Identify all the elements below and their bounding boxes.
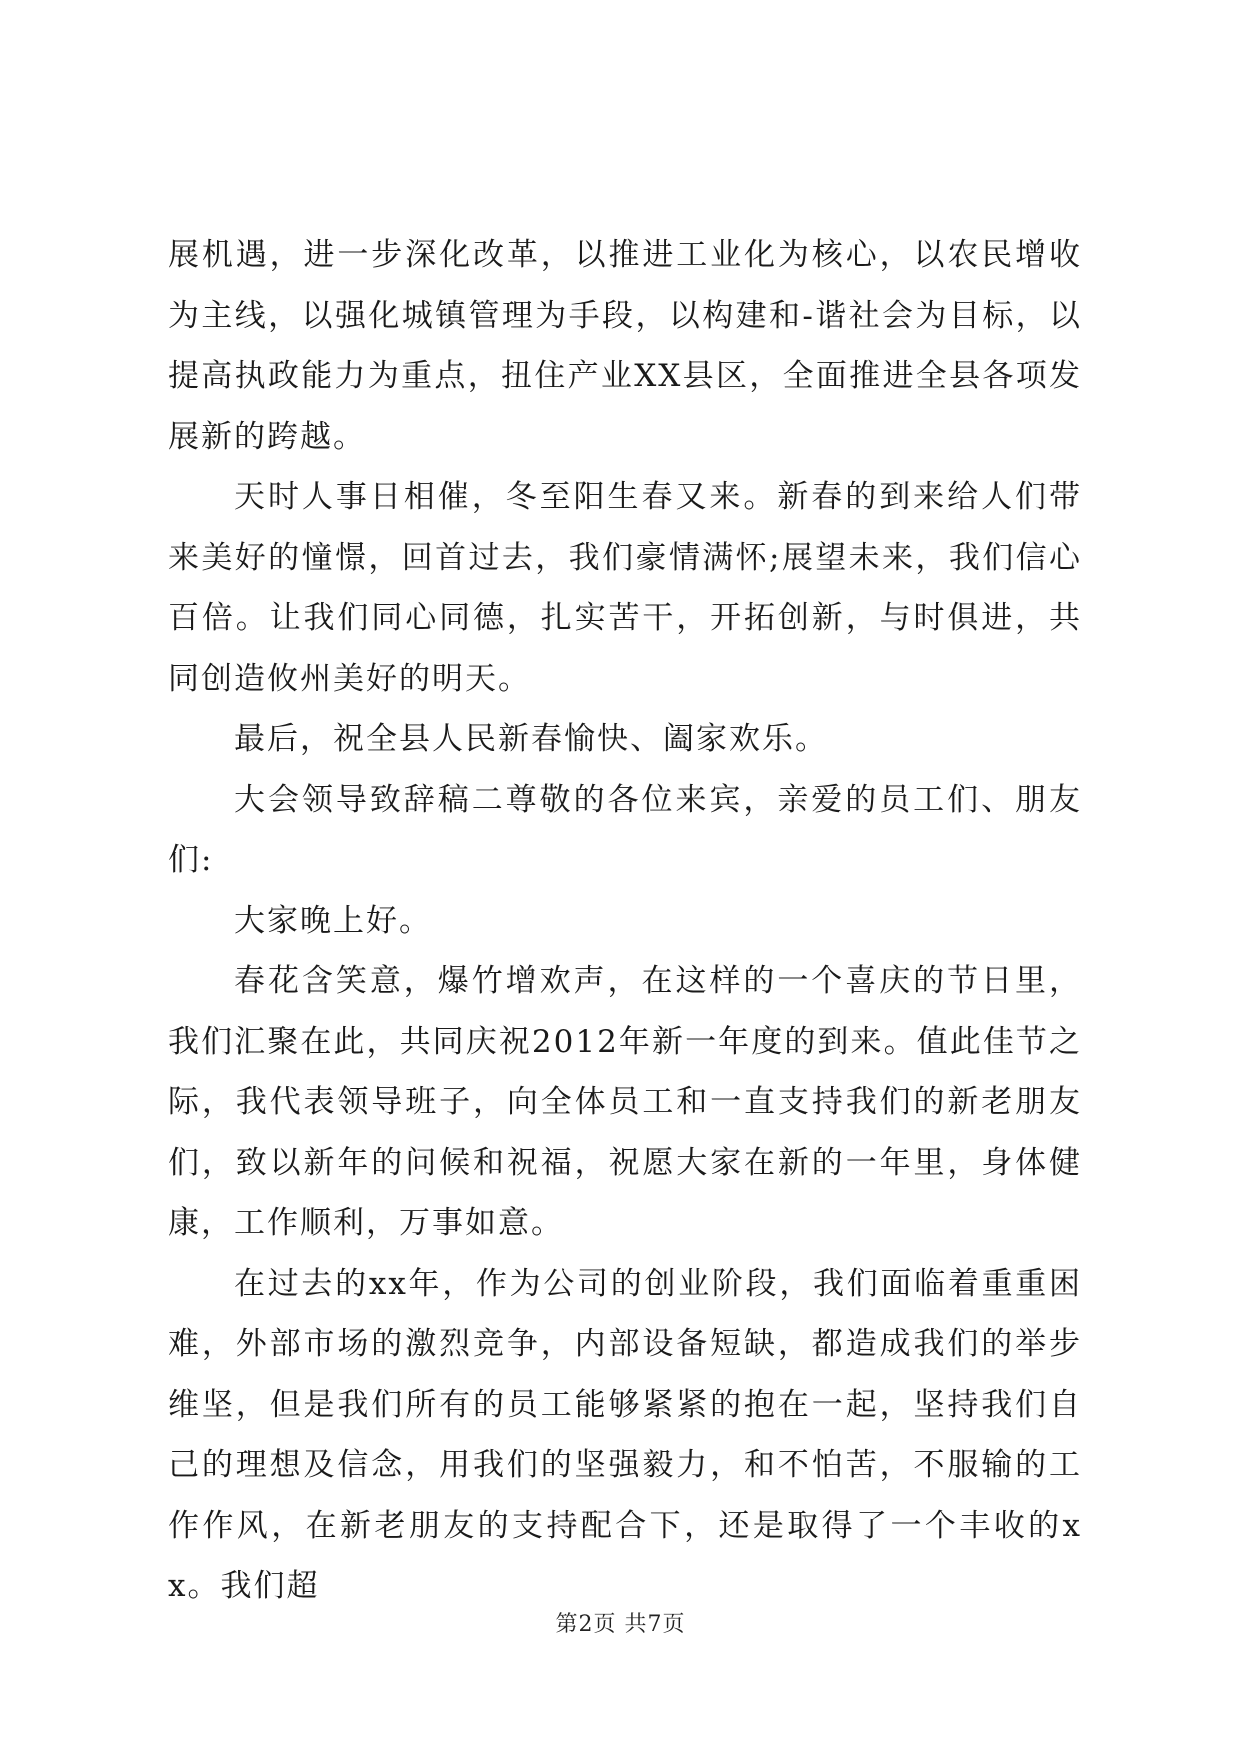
paragraph-greeting: 大家晚上好。 (234, 902, 432, 939)
paragraph-past-year: 在过去的xx年，作为公司的创业阶段，我们面临着重重困难，外部市场的激烈竞争，内部设备短缺，都造成我们的举步维坚，但是我们所有的员工能够紧紧的抱在一起，坚持我们自己的理想及信念，用我们的坚强毅力，和不怕苦，不服输的工作作风，在新老朋友的支持配合下，还是取得了一个丰收的xx。我们超 (168, 1265, 1082, 1604)
page-number-footer: 第2页 共7页 (555, 1612, 686, 1637)
paragraph-speech-two-heading: 大会领导致辞稿二尊敬的各位来宾，亲爱的员工们、朋友们: (168, 781, 1082, 878)
paragraph-closing-wish: 最后，祝全县人民新春愉快、阖家欢乐。 (234, 721, 828, 757)
paragraph-continuation: 展机遇，进一步深化改革，以推进工业化为核心，以农民增收为主线，以强化城镇管理为手段，以构建和-谐社会为目标，以提高执政能力为重点，扭住产业XX县区，全面推进全县各项发展新的跨越。 (168, 237, 1082, 455)
document-body (168, 225, 1082, 1617)
paragraph-new-spring: 天时人事日相催，冬至阳生春又来。新春的到来给人们带来美好的憧憬，回首过去，我们豪情满怀;展望未来，我们信心百倍。让我们同心同德，扎实苦干，开拓创新，与时俱进，共同创造攸州美好的明天。 (168, 479, 1082, 697)
paragraph-celebration: 春花含笑意，爆竹增欢声，在这样的一个喜庆的节日里，我们汇聚在此，共同庆祝2012年新一年度的到来。值此佳节之际，我代表领导班子，向全体员工和一直支持我们的新老朋友们，致以新年的问候和祝福，祝愿大家在新的一年里，身体健康，工作顺利，万事如意。 (168, 963, 1082, 1241)
